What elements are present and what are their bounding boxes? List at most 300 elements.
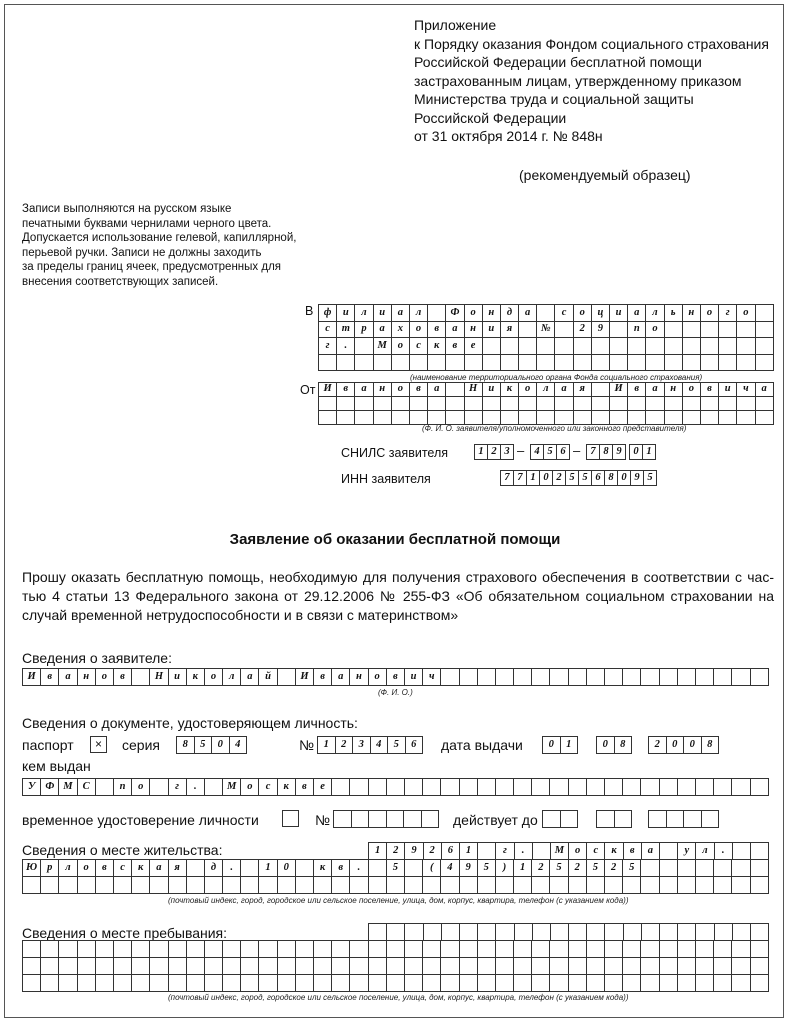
digit-cell[interactable]: [649, 811, 667, 828]
letter-cell[interactable]: [591, 411, 609, 425]
letter-cell[interactable]: [695, 975, 713, 992]
letter-cell[interactable]: [732, 860, 750, 877]
letter-cell[interactable]: [186, 958, 204, 975]
letter-cell[interactable]: [737, 338, 755, 355]
letter-cell[interactable]: [41, 958, 59, 975]
letter-cell[interactable]: [495, 941, 513, 958]
letter-cell[interactable]: [537, 411, 555, 425]
snils-part-1[interactable]: [474, 444, 514, 460]
digit-cell[interactable]: 8: [600, 445, 613, 460]
letter-cell[interactable]: [700, 397, 718, 411]
letter-cell[interactable]: р: [355, 321, 373, 338]
letter-cell[interactable]: [391, 397, 409, 411]
letter-cell[interactable]: [441, 669, 459, 686]
letter-cell[interactable]: [132, 941, 150, 958]
letter-cell[interactable]: У: [23, 779, 41, 796]
letter-cell[interactable]: [350, 877, 368, 894]
letter-cell[interactable]: о: [241, 779, 259, 796]
letter-cell[interactable]: к: [186, 669, 204, 686]
letter-cell[interactable]: [628, 397, 646, 411]
letter-cell[interactable]: 6: [441, 843, 459, 860]
letter-cell[interactable]: и: [404, 669, 422, 686]
letter-cell[interactable]: [495, 958, 513, 975]
letter-cell[interactable]: [95, 975, 113, 992]
letter-cell[interactable]: ): [495, 860, 513, 877]
letter-cell[interactable]: [628, 338, 646, 355]
letter-cell[interactable]: [682, 338, 700, 355]
letter-cell[interactable]: [610, 321, 628, 338]
letter-cell[interactable]: [404, 860, 422, 877]
letter-cell[interactable]: п: [628, 321, 646, 338]
letter-cell[interactable]: а: [646, 383, 664, 397]
letter-cell[interactable]: [659, 975, 677, 992]
inn-boxes[interactable]: [500, 470, 657, 486]
letter-cell[interactable]: и: [482, 321, 500, 338]
letter-cell[interactable]: [532, 975, 550, 992]
letter-cell[interactable]: [373, 354, 391, 371]
letter-cell[interactable]: [677, 669, 695, 686]
letter-cell[interactable]: [610, 397, 628, 411]
digit-cell[interactable]: 8: [701, 737, 719, 754]
letter-cell[interactable]: [750, 924, 768, 941]
letter-cell[interactable]: [755, 354, 773, 371]
letter-cell[interactable]: [295, 877, 313, 894]
digit-cell[interactable]: 0: [684, 737, 702, 754]
letter-cell[interactable]: [314, 958, 332, 975]
letter-cell[interactable]: [591, 397, 609, 411]
letter-cell[interactable]: [295, 975, 313, 992]
letter-cell[interactable]: с: [259, 779, 277, 796]
letter-cell[interactable]: [204, 941, 222, 958]
letter-cell[interactable]: [423, 924, 441, 941]
letter-cell[interactable]: н: [350, 669, 368, 686]
letter-cell[interactable]: [41, 877, 59, 894]
letter-cell[interactable]: а: [355, 383, 373, 397]
letter-cell[interactable]: [387, 924, 405, 941]
letter-cell[interactable]: 9: [459, 860, 477, 877]
letter-cell[interactable]: [368, 860, 386, 877]
letter-cell[interactable]: [295, 860, 313, 877]
letter-cell[interactable]: л: [223, 669, 241, 686]
letter-cell[interactable]: И: [610, 383, 628, 397]
letter-cell[interactable]: [113, 975, 131, 992]
letter-cell[interactable]: 1: [259, 860, 277, 877]
letter-cell[interactable]: [441, 924, 459, 941]
digit-cell[interactable]: 1: [643, 445, 656, 460]
letter-cell[interactable]: [391, 411, 409, 425]
letter-cell[interactable]: [464, 397, 482, 411]
letter-cell[interactable]: в: [95, 860, 113, 877]
letter-cell[interactable]: а: [428, 383, 446, 397]
letter-cell[interactable]: [677, 779, 695, 796]
letter-cell[interactable]: л: [409, 305, 427, 322]
letter-cell[interactable]: н: [664, 383, 682, 397]
digit-cell[interactable]: 1: [318, 737, 336, 754]
letter-cell[interactable]: [277, 877, 295, 894]
stay-grid-row-1[interactable]: [368, 923, 769, 941]
letter-cell[interactable]: [204, 958, 222, 975]
letter-cell[interactable]: в: [386, 669, 404, 686]
letter-cell[interactable]: [350, 958, 368, 975]
letter-cell[interactable]: [714, 779, 732, 796]
letter-cell[interactable]: л: [537, 383, 555, 397]
letter-cell[interactable]: [732, 958, 750, 975]
letter-cell[interactable]: [428, 354, 446, 371]
letter-cell[interactable]: [337, 397, 355, 411]
letter-cell[interactable]: [737, 411, 755, 425]
letter-cell[interactable]: 1: [514, 860, 532, 877]
letter-cell[interactable]: [241, 975, 259, 992]
letter-cell[interactable]: [646, 354, 664, 371]
letter-cell[interactable]: [623, 958, 641, 975]
letter-cell[interactable]: [659, 941, 677, 958]
digit-cell[interactable]: 5: [566, 471, 579, 486]
letter-cell[interactable]: [113, 941, 131, 958]
letter-cell[interactable]: [732, 941, 750, 958]
letter-cell[interactable]: [441, 877, 459, 894]
letter-cell[interactable]: [750, 941, 768, 958]
letter-cell[interactable]: [555, 321, 573, 338]
letter-cell[interactable]: [550, 924, 568, 941]
digit-cell[interactable]: 5: [388, 737, 406, 754]
letter-cell[interactable]: [714, 975, 732, 992]
letter-cell[interactable]: [532, 924, 550, 941]
letter-cell[interactable]: [646, 397, 664, 411]
letter-cell[interactable]: [695, 669, 713, 686]
letter-cell[interactable]: [664, 321, 682, 338]
letter-cell[interactable]: [737, 321, 755, 338]
letter-cell[interactable]: 5: [586, 860, 604, 877]
letter-cell[interactable]: М: [373, 338, 391, 355]
letter-cell[interactable]: [628, 354, 646, 371]
letter-cell[interactable]: [682, 321, 700, 338]
letter-cell[interactable]: [337, 411, 355, 425]
letter-cell[interactable]: в: [628, 383, 646, 397]
letter-cell[interactable]: [314, 877, 332, 894]
letter-cell[interactable]: М: [550, 843, 568, 860]
letter-cell[interactable]: н: [77, 669, 95, 686]
letter-cell[interactable]: [714, 958, 732, 975]
letter-cell[interactable]: в: [446, 338, 464, 355]
digit-cell[interactable]: 7: [501, 471, 514, 486]
letter-cell[interactable]: 9: [405, 843, 423, 860]
letter-cell[interactable]: а: [555, 383, 573, 397]
letter-cell[interactable]: [446, 383, 464, 397]
letter-cell[interactable]: [732, 779, 750, 796]
letter-cell[interactable]: [659, 860, 677, 877]
letter-cell[interactable]: [41, 941, 59, 958]
letter-cell[interactable]: [641, 877, 659, 894]
digit-cell[interactable]: 6: [557, 445, 570, 460]
letter-cell[interactable]: е: [314, 779, 332, 796]
letter-cell[interactable]: [659, 958, 677, 975]
letter-cell[interactable]: н: [482, 305, 500, 322]
letter-cell[interactable]: [332, 958, 350, 975]
letter-cell[interactable]: н: [373, 383, 391, 397]
letter-cell[interactable]: [386, 975, 404, 992]
digit-cell[interactable]: 2: [649, 737, 667, 754]
digit-cell[interactable]: 2: [335, 737, 353, 754]
letter-cell[interactable]: [168, 877, 186, 894]
letter-cell[interactable]: [277, 975, 295, 992]
letter-cell[interactable]: И: [23, 669, 41, 686]
letter-cell[interactable]: [623, 669, 641, 686]
digit-cell[interactable]: [701, 811, 719, 828]
letter-cell[interactable]: [168, 941, 186, 958]
letter-cell[interactable]: [586, 779, 604, 796]
letter-cell[interactable]: с: [113, 860, 131, 877]
letter-cell[interactable]: [682, 411, 700, 425]
letter-cell[interactable]: о: [409, 321, 427, 338]
letter-cell[interactable]: [623, 924, 641, 941]
letter-cell[interactable]: [732, 669, 750, 686]
letter-cell[interactable]: [459, 877, 477, 894]
letter-cell[interactable]: о: [682, 383, 700, 397]
letter-cell[interactable]: [568, 669, 586, 686]
letter-cell[interactable]: 1: [459, 843, 477, 860]
letter-cell[interactable]: [59, 941, 77, 958]
passport-checkbox[interactable]: ×: [90, 736, 107, 753]
letter-cell[interactable]: о: [569, 843, 587, 860]
letter-cell[interactable]: Ю: [23, 860, 41, 877]
letter-cell[interactable]: [591, 338, 609, 355]
letter-cell[interactable]: а: [150, 860, 168, 877]
letter-cell[interactable]: [319, 397, 337, 411]
letter-cell[interactable]: [482, 354, 500, 371]
letter-cell[interactable]: г: [719, 305, 737, 322]
letter-cell[interactable]: [677, 958, 695, 975]
letter-cell[interactable]: [587, 924, 605, 941]
letter-cell[interactable]: [514, 779, 532, 796]
letter-cell[interactable]: [428, 411, 446, 425]
letter-cell[interactable]: [532, 669, 550, 686]
letter-cell[interactable]: о: [573, 305, 591, 322]
digit-cell[interactable]: 9: [613, 445, 626, 460]
issue-day-boxes[interactable]: [542, 736, 578, 754]
letter-cell[interactable]: .: [337, 338, 355, 355]
letter-cell[interactable]: с: [409, 338, 427, 355]
letter-cell[interactable]: [241, 860, 259, 877]
letter-cell[interactable]: [386, 958, 404, 975]
letter-cell[interactable]: [664, 354, 682, 371]
letter-cell[interactable]: [495, 975, 513, 992]
letter-cell[interactable]: [628, 411, 646, 425]
letter-cell[interactable]: [568, 941, 586, 958]
letter-cell[interactable]: й: [259, 669, 277, 686]
letter-cell[interactable]: [478, 843, 496, 860]
letter-cell[interactable]: [391, 354, 409, 371]
letter-cell[interactable]: я: [168, 860, 186, 877]
letter-cell[interactable]: [423, 958, 441, 975]
snils-part-3[interactable]: [586, 444, 626, 460]
letter-cell[interactable]: [186, 941, 204, 958]
letter-cell[interactable]: [500, 354, 518, 371]
letter-cell[interactable]: [404, 975, 422, 992]
letter-cell[interactable]: [695, 958, 713, 975]
letter-cell[interactable]: ч: [737, 383, 755, 397]
letter-cell[interactable]: [350, 779, 368, 796]
letter-cell[interactable]: в: [113, 669, 131, 686]
letter-cell[interactable]: [259, 941, 277, 958]
letter-cell[interactable]: [150, 877, 168, 894]
snils-part-2[interactable]: [530, 444, 570, 460]
digit-cell[interactable]: 1: [475, 445, 488, 460]
letter-cell[interactable]: д: [204, 860, 222, 877]
letter-cell[interactable]: [369, 924, 387, 941]
letter-cell[interactable]: [423, 975, 441, 992]
letter-cell[interactable]: [555, 397, 573, 411]
letter-cell[interactable]: я: [573, 383, 591, 397]
digit-cell[interactable]: 8: [605, 471, 618, 486]
letter-cell[interactable]: [677, 941, 695, 958]
digit-cell[interactable]: [684, 811, 702, 828]
letter-cell[interactable]: [605, 924, 623, 941]
letter-cell[interactable]: [719, 321, 737, 338]
letter-cell[interactable]: 5: [550, 860, 568, 877]
letter-cell[interactable]: с: [555, 305, 573, 322]
letter-cell[interactable]: С: [77, 779, 95, 796]
letter-cell[interactable]: [241, 958, 259, 975]
digit-cell[interactable]: [421, 811, 439, 828]
letter-cell[interactable]: ч: [423, 669, 441, 686]
letter-cell[interactable]: .: [223, 860, 241, 877]
digit-cell[interactable]: 0: [212, 737, 230, 754]
letter-cell[interactable]: [368, 975, 386, 992]
valid-until-day-boxes[interactable]: [542, 810, 578, 828]
digit-cell[interactable]: [597, 811, 615, 828]
letter-cell[interactable]: [623, 975, 641, 992]
letter-cell[interactable]: [732, 877, 750, 894]
letter-cell[interactable]: [700, 354, 718, 371]
letter-cell[interactable]: н: [464, 321, 482, 338]
letter-cell[interactable]: И: [319, 383, 337, 397]
letter-cell[interactable]: к: [605, 843, 623, 860]
letter-cell[interactable]: .: [514, 843, 532, 860]
digit-cell[interactable]: 5: [644, 471, 657, 486]
letter-cell[interactable]: [755, 338, 773, 355]
letter-cell[interactable]: [677, 860, 695, 877]
letter-cell[interactable]: о: [77, 860, 95, 877]
letter-cell[interactable]: [478, 924, 496, 941]
letter-cell[interactable]: [755, 305, 773, 322]
letter-cell[interactable]: к: [132, 860, 150, 877]
letter-cell[interactable]: [446, 354, 464, 371]
letter-cell[interactable]: [386, 779, 404, 796]
letter-cell[interactable]: в: [337, 383, 355, 397]
letter-cell[interactable]: [186, 860, 204, 877]
letter-cell[interactable]: [591, 383, 609, 397]
letter-cell[interactable]: л: [696, 843, 714, 860]
letter-cell[interactable]: 9: [591, 321, 609, 338]
letter-cell[interactable]: [532, 877, 550, 894]
letter-cell[interactable]: [350, 975, 368, 992]
letter-cell[interactable]: 1: [369, 843, 387, 860]
letter-cell[interactable]: [204, 975, 222, 992]
letter-cell[interactable]: я: [500, 321, 518, 338]
letter-cell[interactable]: .: [350, 860, 368, 877]
letter-cell[interactable]: [732, 975, 750, 992]
letter-cell[interactable]: [714, 924, 732, 941]
letter-cell[interactable]: о: [368, 669, 386, 686]
letter-cell[interactable]: [423, 877, 441, 894]
letter-cell[interactable]: [350, 941, 368, 958]
letter-cell[interactable]: [113, 958, 131, 975]
letter-cell[interactable]: [700, 338, 718, 355]
letter-cell[interactable]: [719, 397, 737, 411]
letter-cell[interactable]: [441, 941, 459, 958]
letter-cell[interactable]: [277, 669, 295, 686]
letter-cell[interactable]: [404, 941, 422, 958]
letter-cell[interactable]: [386, 941, 404, 958]
letter-cell[interactable]: [695, 877, 713, 894]
letter-cell[interactable]: [41, 975, 59, 992]
letter-cell[interactable]: [204, 877, 222, 894]
letter-cell[interactable]: [695, 941, 713, 958]
letter-cell[interactable]: [355, 411, 373, 425]
letter-cell[interactable]: [332, 877, 350, 894]
letter-cell[interactable]: [750, 669, 768, 686]
letter-cell[interactable]: [150, 958, 168, 975]
letter-cell[interactable]: ф: [319, 305, 337, 322]
letter-cell[interactable]: о: [700, 305, 718, 322]
letter-cell[interactable]: [519, 354, 537, 371]
digit-cell[interactable]: 8: [177, 737, 195, 754]
letter-cell[interactable]: [259, 877, 277, 894]
letter-cell[interactable]: 2: [605, 860, 623, 877]
letter-cell[interactable]: [537, 338, 555, 355]
letter-cell[interactable]: [295, 941, 313, 958]
letter-cell[interactable]: [750, 975, 768, 992]
letter-cell[interactable]: [519, 321, 537, 338]
letter-cell[interactable]: [409, 397, 427, 411]
letter-cell[interactable]: [223, 941, 241, 958]
letter-cell[interactable]: [641, 958, 659, 975]
letter-cell[interactable]: [132, 958, 150, 975]
letter-cell[interactable]: [573, 397, 591, 411]
letter-cell[interactable]: [605, 958, 623, 975]
letter-cell[interactable]: а: [755, 383, 773, 397]
digit-cell[interactable]: [543, 811, 561, 828]
letter-cell[interactable]: [355, 354, 373, 371]
letter-cell[interactable]: [464, 411, 482, 425]
letter-cell[interactable]: [332, 779, 350, 796]
snils-part-4[interactable]: [629, 444, 656, 460]
letter-cell[interactable]: [732, 924, 750, 941]
letter-cell[interactable]: [459, 669, 477, 686]
valid-until-year-boxes[interactable]: [648, 810, 719, 828]
letter-cell[interactable]: [537, 354, 555, 371]
letter-cell[interactable]: а: [446, 321, 464, 338]
digit-cell[interactable]: [404, 811, 422, 828]
letter-cell[interactable]: [482, 411, 500, 425]
letter-cell[interactable]: [223, 877, 241, 894]
residence-grid-row-1[interactable]: [368, 842, 769, 860]
letter-cell[interactable]: к: [500, 383, 518, 397]
letter-cell[interactable]: [755, 397, 773, 411]
letter-cell[interactable]: [605, 975, 623, 992]
letter-cell[interactable]: [610, 354, 628, 371]
digit-cell[interactable]: 7: [514, 471, 527, 486]
letter-cell[interactable]: [695, 860, 713, 877]
letter-cell[interactable]: [459, 924, 477, 941]
letter-cell[interactable]: ц: [591, 305, 609, 322]
letter-cell[interactable]: [591, 354, 609, 371]
letter-cell[interactable]: [514, 669, 532, 686]
letter-cell[interactable]: [714, 877, 732, 894]
digit-cell[interactable]: 7: [587, 445, 600, 460]
letter-cell[interactable]: [113, 877, 131, 894]
letter-cell[interactable]: [132, 975, 150, 992]
